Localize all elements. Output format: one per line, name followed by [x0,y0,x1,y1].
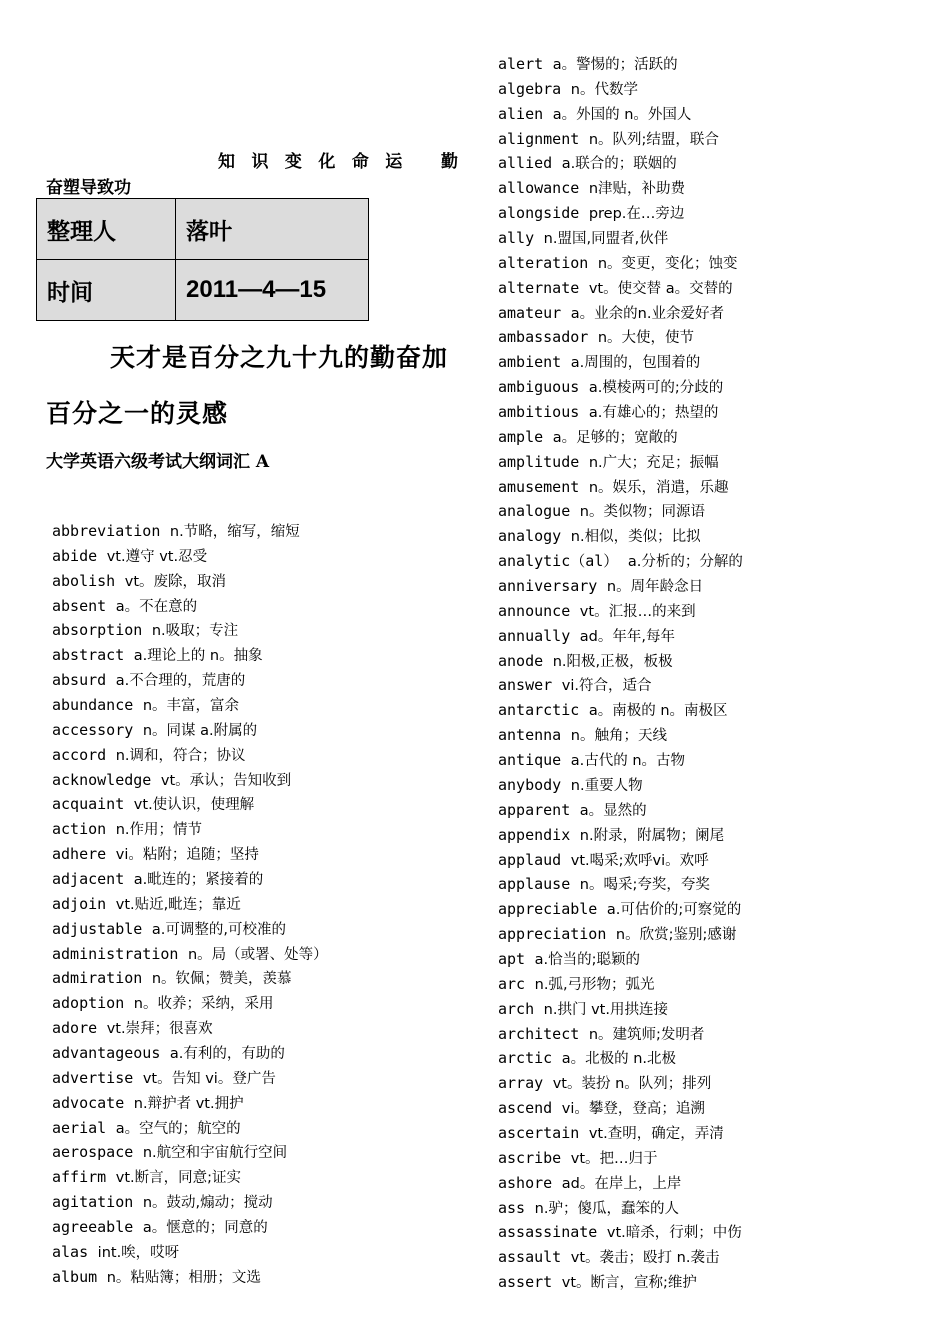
vocab-definition: n。变更，变化；蚀变 [597,255,738,272]
vocab-definition: vi.符合，适合 [561,678,652,695]
vocab-definition: vt。汇报…的来到 [579,603,696,620]
vocab-definition: n.盟国,同盟者,伙伴 [543,231,669,248]
vocab-entry [498,201,918,226]
vocab-entry [498,624,918,649]
vocab-entry [52,668,452,693]
vocab-entry [498,499,918,524]
vocab-definition: a.古代的 n。古物 [570,753,686,770]
vocab-definition: vt。告知 vi。登广告 [142,1070,276,1087]
vocab-word: allied [498,154,553,173]
vocab-entry [498,1171,918,1196]
vocab-definition: n.节略，缩写，缩短 [169,524,300,540]
vocab-word: agreeable [52,1218,134,1237]
compiler-label: 整理人 [37,199,176,260]
vocab-word: antarctic [498,701,580,720]
vocab-word: alteration [498,253,589,272]
vocab-word: anybody [498,775,562,794]
vocab-word: allowance [498,179,580,198]
vocab-word: action [52,820,107,839]
vocab-definition: vt.崇拜；很喜欢 [106,1021,213,1038]
section-title: 大学英语六级考试大纲词汇 A [46,452,270,472]
vocab-definition: n。大使，使节 [597,330,695,347]
vocab-definition: n.吸取；专注 [151,623,239,640]
vocab-entry [498,524,918,549]
vocab-column-left [52,519,452,1290]
vocab-word: appreciation [498,925,607,944]
vocab-word: anniversary [498,577,598,596]
vocab-entry [498,102,918,127]
vocab-word: adjacent [52,870,125,889]
vocab-definition: a。空气的；航空的 [115,1120,241,1137]
vocab-entry [52,693,452,718]
vocab-word: assault [498,1248,562,1267]
vocab-entry [498,375,918,400]
vocab-definition: a.毗连的；紧接着的 [133,872,264,889]
vocab-entry [52,991,452,1016]
vocab-word: acquaint [52,795,125,814]
vocab-definition: n.相似，类似；比拟 [570,529,701,546]
vocab-entry [52,942,452,967]
vocab-word: arctic [498,1049,553,1068]
vocab-entry [52,917,452,942]
vocab-definition: vt。装扮 n。队列；排列 [552,1076,712,1093]
vocab-definition: n。局（或署、处等） [187,946,328,963]
vocab-definition: a。惬意的；同意的 [142,1220,268,1237]
vocab-word: admiration [52,969,143,988]
vocab-definition: n。代数学 [570,81,638,98]
vocab-word: alert [498,55,544,73]
vocab-entry [52,1091,452,1116]
vocab-entry [52,792,452,817]
vocab-entry [498,599,918,624]
vocab-column-right [498,52,918,1295]
vocab-entry [498,1022,918,1047]
vocab-word: amateur [498,303,562,322]
vocab-word: absorption [52,621,143,640]
vocab-entry [498,773,918,798]
vocab-definition: n津贴，补助费 [588,181,686,198]
vocab-definition: n.作用；情节 [115,822,203,839]
vocab-word: alas [52,1242,89,1261]
vocab-definition: n。欣赏;鉴别;感谢 [615,927,737,944]
vocab-definition: vt.断言，同意;证实 [115,1170,241,1187]
vocab-entry [498,251,918,276]
vocab-entry [498,848,918,873]
vocab-word: adjoin [52,894,107,913]
vocab-word: ambiguous [498,378,580,397]
vocab-word: anode [498,651,544,670]
vocab-word: abbreviation [52,522,161,540]
vocab-definition: n.重要人物 [570,777,643,794]
vocab-entry [498,276,918,301]
vocab-definition: n。娱乐，消遣，乐趣 [588,479,729,496]
vocab-word: abide [52,546,98,565]
vocab-word: assert [498,1273,553,1292]
vocab-entry [498,698,918,723]
vocab-word: absurd [52,671,107,690]
vocab-word: alignment [498,129,580,148]
vocab-definition: n.附录，附属物；阑尾 [579,827,725,844]
vocab-word: applause [498,875,571,894]
vocab-entry [498,922,918,947]
vocab-word: ambitious [498,403,580,422]
vocab-definition: n.阳极,正极，板极 [552,653,673,670]
vocab-definition: a。南极的 n。南极区 [588,703,728,720]
vocab-definition: vt.暗杀，行刺；中伤 [606,1225,742,1242]
vocab-word: agitation [52,1193,134,1212]
vocab-word: analogue [498,502,571,521]
vocab-entry [498,475,918,500]
vocab-definition: a.有雄心的；热望的 [588,405,719,422]
vocab-word: alien [498,104,544,123]
vocab-definition: a.周围的，包围着的 [570,355,701,372]
vocab-definition: n.辩护者 vt.拥护 [133,1095,244,1112]
vocab-word: apparent [498,800,571,819]
info-row-date [37,260,369,321]
vocab-definition: vi。攀登，登高；追溯 [561,1101,705,1118]
vocab-word: annually [498,626,571,645]
vocab-entry [52,966,452,991]
vocab-word: amplitude [498,452,580,471]
vocab-word: adoption [52,994,125,1013]
vocab-entry [498,1196,918,1221]
vocab-entry [498,425,918,450]
vocab-word: ass [498,1198,526,1217]
vocab-word: algebra [498,79,562,98]
vocab-definition: n。建筑师;发明者 [588,1026,705,1043]
vocab-entry [52,718,452,743]
vocab-entry [52,519,452,544]
vocab-definition: a。外国的 n。外国人 [552,106,692,123]
vocab-word: arc [498,974,526,993]
vocab-definition: a.有利的，有助的 [169,1046,285,1063]
vocab-definition: vt。断言，宣称;维护 [561,1275,697,1292]
vocab-definition: a.分析的；分解的 [627,554,743,571]
vocab-word: administration [52,944,179,963]
vocab-word: arch [498,999,535,1018]
vocab-word: accessory [52,720,134,739]
vocab-definition: n。类似物；同源语 [579,504,705,521]
vocab-word: aerial [52,1118,107,1137]
vocab-entry [498,52,918,77]
quote: 天才是百分之九十九的勤奋加百分之一的灵感 [46,343,449,428]
vocab-word: ample [498,427,544,446]
vocab-word: analogy [498,527,562,546]
vocab-entry [52,594,452,619]
vocab-entry [498,1220,918,1245]
vocab-word: adhere [52,845,107,864]
vocab-word: acknowledge [52,770,152,789]
vocab-definition: vt.贴近,毗连；靠近 [115,896,241,913]
vocab-definition: a.理论上的 n。抽象 [133,648,263,665]
vocab-definition: n。鼓动,煽动；搅动 [142,1195,273,1212]
info-row-compiler [37,199,369,260]
vocab-entry [498,649,918,674]
vocab-entry [52,569,452,594]
vocab-entry [498,748,918,773]
vocab-definition: vt.喝采;欢呼vi。欢呼 [570,852,709,869]
vocab-entry [498,77,918,102]
vocab-definition: a。北极的 n.北极 [561,1051,677,1068]
vocab-word: antenna [498,726,562,745]
vocab-entry [498,127,918,152]
vocab-entry [498,798,918,823]
vocab-entry [52,743,452,768]
vocab-definition: vt.使认识，使理解 [133,797,255,814]
vocab-entry [498,947,918,972]
vocab-word: amusement [498,477,580,496]
vocab-word: answer [498,676,553,695]
vocab-entry [498,549,918,574]
motto-line-2: 奋塑导致功 [46,178,131,198]
vocab-definition: ad。年年,每年 [579,628,675,645]
vocab-entry [498,1245,918,1270]
vocab-word: alternate [498,278,580,297]
vocab-entry [498,151,918,176]
vocab-definition: vt。使交替 a。交替的 [588,280,733,297]
vocab-definition: int.唉，哎呀 [97,1244,180,1261]
vocab-word: ally [498,229,535,248]
vocab-entry [498,997,918,1022]
vocab-definition: n。钦佩；赞美，羡慕 [151,971,292,988]
vocab-word: advantageous [52,1044,161,1063]
vocab-entry [498,226,918,251]
vocab-entry [52,817,452,842]
vocab-definition: a.可估价的;可察觉的 [606,902,742,919]
vocab-definition: n。周年龄念日 [606,579,704,596]
vocab-word: ambient [498,353,562,372]
vocab-definition: n。队列;结盟，联合 [588,131,719,148]
vocab-definition: n.广大；充足；振幅 [588,454,719,471]
vocab-entry [52,842,452,867]
vocab-definition: a。警惕的；活跃的 [552,57,678,73]
vocab-entry [52,1116,452,1141]
vocab-word: album [52,1267,98,1286]
vocab-word: appendix [498,825,571,844]
vocab-entry [498,1270,918,1295]
vocab-word: abolish [52,571,116,590]
vocab-definition: n。同谋 a.附属的 [142,722,258,739]
vocab-definition: a.模棱两可的;分歧的 [588,380,724,397]
vocab-word: abundance [52,696,134,715]
vocab-entry [52,1066,452,1091]
info-table [36,198,369,321]
vocab-word: analytic（al） [498,552,619,571]
vocab-definition: n.调和，符合；协议 [115,747,246,764]
vocab-entry [498,972,918,997]
vocab-definition: vt。承认；告知收到 [160,772,292,789]
vocab-word: ambassador [498,328,589,347]
vocab-entry [52,1240,452,1265]
vocab-word: apt [498,949,526,968]
vocab-entry [52,643,452,668]
vocab-entry [498,673,918,698]
vocab-definition: n.航空和宇宙航行空间 [142,1145,288,1162]
vocab-entry [52,1016,452,1041]
vocab-word: antique [498,751,562,770]
vocab-word: assassinate [498,1223,598,1242]
vocab-definition: n。丰富，富余 [142,698,240,715]
vocab-entry [52,544,452,569]
vocab-word: alongside [498,204,580,223]
vocab-definition: ad。在岸上，上岸 [561,1175,682,1192]
vocab-word: applaud [498,850,562,869]
vocab-entry [498,1046,918,1071]
vocab-entry [52,867,452,892]
vocab-entry [52,1190,452,1215]
vocab-word: ascertain [498,1123,580,1142]
vocab-entry [498,1146,918,1171]
vocab-definition: n。粘贴簿；相册；文选 [106,1269,261,1286]
vocab-definition: a.联合的；联姻的 [561,156,677,173]
vocab-entry [52,1041,452,1066]
vocab-definition: a。业余的n.业余爱好者 [570,305,724,322]
vocab-entry [498,450,918,475]
vocab-word: advertise [52,1068,134,1087]
vocab-word: ascend [498,1099,553,1118]
vocab-entry [498,574,918,599]
vocab-definition: n。触角；天线 [570,728,667,745]
vocab-entry [498,176,918,201]
vocab-definition: a.恰当的;聪颖的 [534,951,641,968]
vocab-word: adore [52,1019,98,1038]
vocab-entry [498,325,918,350]
vocab-word: adjustable [52,919,143,938]
vocab-entry [498,350,918,375]
vocab-entry [52,768,452,793]
vocab-definition: a。显然的 [579,802,647,819]
vocab-definition: a.可调整的,可校准的 [151,921,286,938]
vocab-definition: n。收养；采纳，采用 [133,996,274,1013]
vocab-definition: vt。袭击；殴打 n.袭击 [570,1250,720,1267]
vocab-definition: a.不合理的，荒唐的 [115,673,246,690]
vocab-word: array [498,1074,544,1093]
vocab-word: aerospace [52,1143,134,1162]
compiler-value: 落叶 [176,199,369,260]
vocab-entry [498,301,918,326]
vocab-entry [498,1121,918,1146]
vocab-definition: vt。废除，取消 [124,573,227,590]
vocab-word: ashore [498,1173,553,1192]
vocab-word: ascribe [498,1148,562,1167]
vocab-definition: vi。粘附；追随；坚持 [115,847,259,864]
vocab-definition: n.拱门 vt.用拱连接 [543,1001,668,1018]
vocab-word: accord [52,745,107,764]
date-value: 2011—4—15 [176,260,369,321]
vocab-definition: prep.在…旁边 [588,206,685,223]
vocab-word: advocate [52,1093,125,1112]
vocab-entry [52,618,452,643]
vocab-word: absent [52,596,107,615]
vocab-word: appreciable [498,900,598,919]
vocab-entry [498,723,918,748]
vocab-entry [52,1140,452,1165]
vocab-definition: n.驴；傻瓜，蠢笨的人 [534,1200,679,1217]
vocab-word: affirm [52,1168,107,1187]
vocab-definition: vt。把…归于 [570,1150,658,1167]
vocab-definition: vt.查明，确定，弄清 [588,1125,724,1142]
vocab-entry [498,872,918,897]
vocab-entry [498,400,918,425]
vocab-entry [498,1096,918,1121]
vocab-definition: vt.遵守 vt.忍受 [106,548,208,565]
vocab-entry [52,1165,452,1190]
vocab-definition: n。喝采;夸奖，夸奖 [579,877,710,894]
vocab-word: announce [498,601,571,620]
vocab-entry [52,1215,452,1240]
vocab-definition: a。足够的；宽敞的 [552,429,678,446]
vocab-definition: n.弧,弓形物；弧光 [534,976,655,993]
vocab-entry [52,892,452,917]
vocab-word: abstract [52,646,125,665]
vocab-entry [498,897,918,922]
motto-line-1: 知识变化命运 勤 [218,152,458,172]
vocab-word: architect [498,1024,580,1043]
vocab-entry [498,1071,918,1096]
vocab-entry [52,1265,452,1290]
vocab-entry [498,823,918,848]
vocab-definition: a。不在意的 [115,598,198,615]
date-label: 时间 [37,260,176,321]
